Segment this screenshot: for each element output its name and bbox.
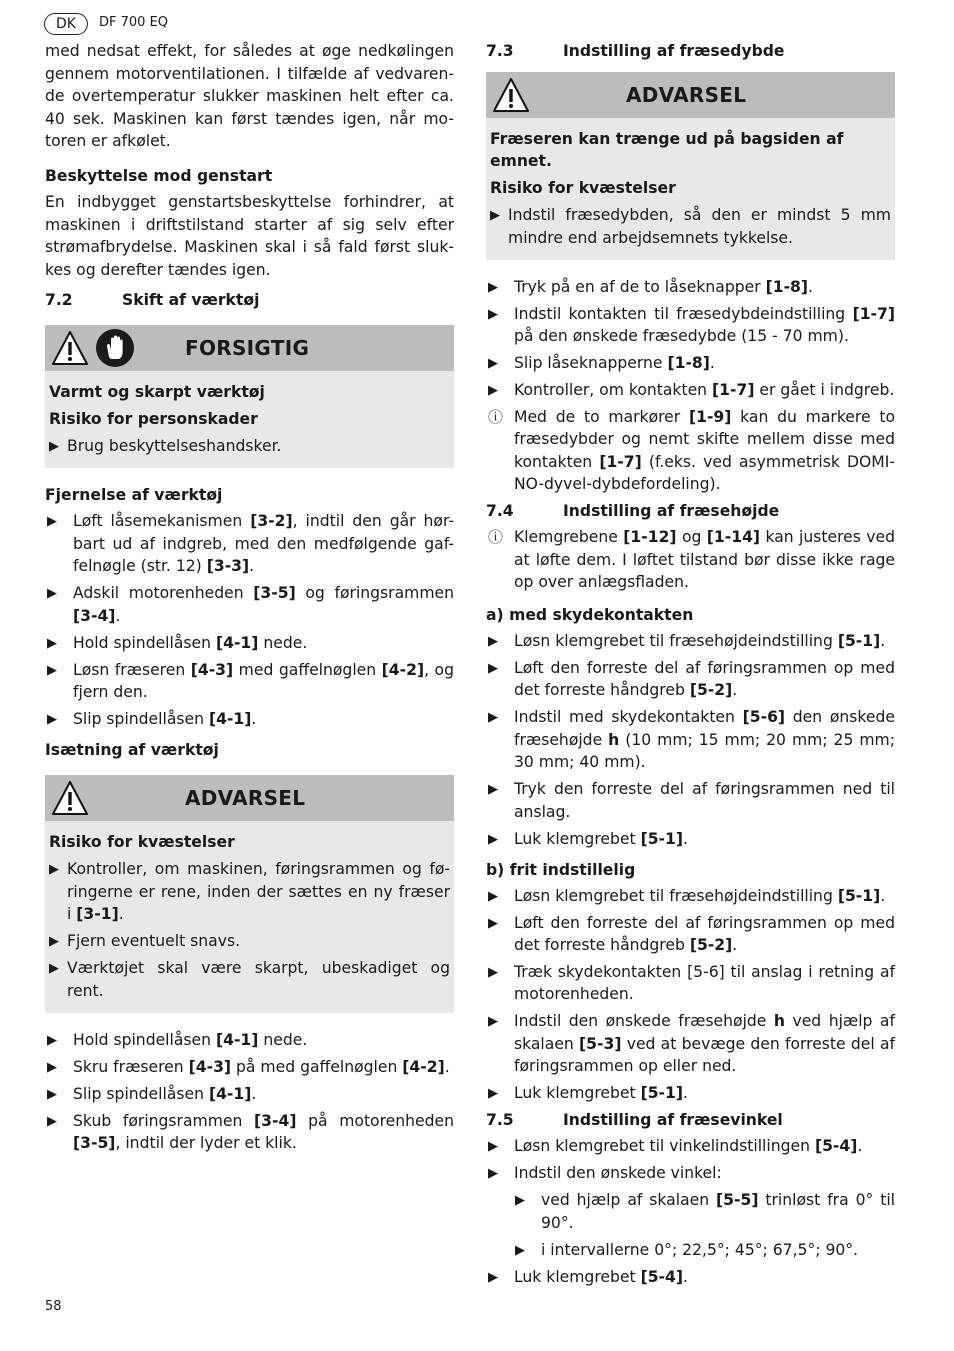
list-item xyxy=(486,657,895,702)
bullet-arrow-icon: ▶ xyxy=(515,1193,525,1209)
reference-label: [3-4] xyxy=(254,1111,297,1130)
list-item xyxy=(486,828,895,850)
warning-list xyxy=(490,204,891,249)
insert-list xyxy=(45,1029,454,1155)
item-text: Skub føringsrammen xyxy=(73,1111,255,1130)
bullet-arrow-icon: ▶ xyxy=(47,662,57,678)
item-text: og føringsrammen xyxy=(295,584,455,603)
list-item xyxy=(45,1083,454,1105)
reference-label: [5-2] xyxy=(689,936,733,955)
section-title: Indstilling af fræsedybde xyxy=(563,42,785,60)
reference-label: h xyxy=(608,730,620,749)
item-text: Tryk den forreste del af føringsrammen ned til anslag. xyxy=(514,780,895,821)
reference-label: [4-3] xyxy=(188,1057,232,1076)
warning-title: ADVARSEL xyxy=(626,83,747,107)
item-text: (f.eks. ved asymmetrisk DOMI-NO-dyvel-dybdefordeling). xyxy=(514,452,895,494)
bullet-arrow-icon: ▶ xyxy=(47,586,57,602)
info-icon: ⓘ xyxy=(488,528,504,547)
bullet-arrow-icon: ▶ xyxy=(49,934,59,950)
list-item xyxy=(486,352,895,374)
item-text: . xyxy=(709,353,715,372)
angle-last-list xyxy=(486,1266,895,1288)
reference-label: [4-1] xyxy=(208,709,252,728)
item-text: på motorenheden xyxy=(296,1111,454,1130)
item-text: nede. xyxy=(258,1030,308,1049)
item-text: den ønskede fræsehøjde xyxy=(514,708,895,749)
item-text: . xyxy=(251,709,257,728)
warning-box-right xyxy=(486,72,895,260)
gloves-icon xyxy=(95,328,135,372)
section-number: 7.2 xyxy=(45,291,73,310)
item-text: . xyxy=(249,557,255,576)
bullet-arrow-icon: ▶ xyxy=(47,1059,57,1075)
language-badge: DK xyxy=(44,13,88,35)
info-icon: ⓘ xyxy=(488,407,504,426)
removal-heading: Fjernelse af værktøj xyxy=(45,486,223,505)
warning-box-left xyxy=(45,775,454,1013)
item-text: Løft den forreste del af føringsrammen op med det forreste håndgreb xyxy=(514,659,895,700)
list-item xyxy=(486,1162,895,1184)
b-heading: b) frit indstillelig xyxy=(486,860,636,879)
item-text: Skru fræseren xyxy=(73,1057,189,1076)
bullet-arrow-icon: ▶ xyxy=(488,831,498,847)
warning-line-1: Risiko for kvæstelser xyxy=(49,832,235,851)
list-item xyxy=(486,1010,895,1077)
reference-label: [3-4] xyxy=(73,606,116,625)
bullet-arrow-icon: ▶ xyxy=(488,1269,498,1285)
warning-triangle-icon xyxy=(51,329,89,371)
section-7-5-heading xyxy=(486,1109,895,1131)
reference-label: [5-1] xyxy=(640,829,683,848)
reference-label: h xyxy=(773,1012,785,1031)
bullet-arrow-icon: ▶ xyxy=(488,1014,498,1030)
item-text: , og fjern den. xyxy=(73,660,454,701)
warning-line-1: Fræseren kan trænge ud på bagsiden af emnet. xyxy=(490,130,844,170)
section-7-3-heading xyxy=(486,40,895,62)
item-text: trinløst fra 0° til 90°. xyxy=(541,1191,896,1232)
bullet-arrow-icon: ▶ xyxy=(488,888,498,904)
bullet-arrow-icon: ▶ xyxy=(47,635,57,651)
bullet-arrow-icon: ▶ xyxy=(49,439,59,455)
bullet-arrow-icon: ▶ xyxy=(490,208,500,223)
reference-label: [1-12] xyxy=(623,528,677,547)
reference-label: [5-4] xyxy=(640,1267,683,1286)
list-item xyxy=(486,885,895,907)
list-item xyxy=(45,582,454,627)
bullet-arrow-icon: ▶ xyxy=(488,355,498,371)
list-item xyxy=(49,957,450,1002)
caution-line-1: Varmt og skarpt værktøj xyxy=(49,383,265,402)
item-text: Indstil fræsedybden, så den er mindst 5 mm mindre end arbejdsemnets tykkelse. xyxy=(508,206,891,247)
caution-list xyxy=(49,435,450,458)
list-item xyxy=(486,526,895,593)
item-text: kan du markere to fræsedybder og nemt skifte mellem disse med kontakten xyxy=(514,407,895,471)
insert-heading: Isætning af værktøj xyxy=(45,740,219,759)
angle-list xyxy=(486,1135,895,1184)
bullet-arrow-icon: ▶ xyxy=(47,711,57,727)
list-item xyxy=(45,632,454,654)
reference-label: [5-2] xyxy=(689,681,733,700)
item-text: ved hjælp af skalaen xyxy=(514,1012,895,1053)
reference-label: [1-8] xyxy=(667,353,710,372)
item-text: Med de to markører xyxy=(514,407,689,426)
warning-line-2: Risiko for kvæstelser xyxy=(490,179,676,197)
list-item xyxy=(486,778,895,823)
list-item xyxy=(49,858,450,926)
bullet-arrow-icon: ▶ xyxy=(488,1166,498,1182)
list-item xyxy=(486,1266,895,1288)
list-item xyxy=(45,1056,454,1078)
item-text: , indtil der lyder et klik. xyxy=(115,1134,297,1153)
item-text: på den ønskede fræsedybde (15 - 70 mm). xyxy=(514,326,849,345)
bullet-arrow-icon: ▶ xyxy=(49,961,59,977)
item-text: kan justeres ved at løfte dem. I løftet tilstand bør disse ikke rage op over anlægsfladen. xyxy=(514,528,895,592)
bullet-arrow-icon: ▶ xyxy=(515,1242,525,1258)
list-item xyxy=(486,912,895,957)
reference-label: [3-3] xyxy=(206,557,250,576)
item-text: ved at bevæge den forreste del af føringsrammen op eller ned. xyxy=(514,1034,895,1076)
caution-line-2: Risiko for personskader xyxy=(49,410,258,429)
list-item xyxy=(45,708,454,730)
section-7-4-heading xyxy=(486,500,895,522)
section-title: Indstilling af fræsehøjde xyxy=(563,502,780,521)
warning-triangle-icon xyxy=(51,779,89,821)
warning-triangle-icon xyxy=(492,76,530,118)
bullet-arrow-icon: ▶ xyxy=(488,279,498,295)
warning-list xyxy=(49,858,450,1002)
bullet-arrow-icon: ▶ xyxy=(47,1113,57,1129)
item-text: Løsn klemgrebet til vinkelindstillingen xyxy=(514,1137,815,1156)
item-text: Indstil den ønskede fræsehøjde xyxy=(514,1012,774,1031)
item-text: . xyxy=(683,1084,688,1103)
item-text: Luk klemgrebet xyxy=(514,829,641,848)
bullet-arrow-icon: ▶ xyxy=(47,1032,57,1048)
restart-paragraph: En indbygget genstartsbeskyttelse forhindrer, at maskinen i driftstilstand starter af sig selv efter strømafbrydelse. Maskinen skal i så fald først sluk-kes og derefter tændes igen. xyxy=(45,192,454,279)
list-item xyxy=(45,510,454,577)
item-text: Luk klemgrebet xyxy=(514,1084,641,1103)
reference-label: [4-1] xyxy=(215,633,259,652)
reference-label: [1-9] xyxy=(688,407,732,426)
bullet-arrow-icon: ▶ xyxy=(488,1086,498,1102)
item-text: Træk skydekontakten [5-6] til anslag i retning af motorenheden. xyxy=(514,963,895,1004)
item-text: (10 mm; 15 mm; 20 mm; 25 mm; 30 mm; 40 mm). xyxy=(514,730,895,772)
section-7-2-heading xyxy=(45,289,454,311)
caution-title: FORSIGTIG xyxy=(185,336,310,361)
item-text: ved hjælp af skalaen xyxy=(541,1191,717,1210)
angle-sub-list xyxy=(486,1189,895,1261)
section-number: 7.5 xyxy=(486,1111,514,1130)
page-number: 58 xyxy=(45,1299,62,1314)
list-item xyxy=(486,379,895,401)
b-list xyxy=(486,885,895,1105)
item-text: Indstil med skydekontakten xyxy=(514,708,743,727)
item-text: . xyxy=(251,1084,257,1103)
list-item xyxy=(486,630,895,652)
item-text: Kontroller, om maskinen, føringsrammen og fø-ringerne er rene, inden der sættes en ny fræser i xyxy=(67,859,450,924)
list-item xyxy=(490,204,891,249)
item-text: . xyxy=(444,1057,450,1076)
section-title: Skift af værktøj xyxy=(122,291,260,310)
reference-label: [4-1] xyxy=(208,1084,252,1103)
bullet-arrow-icon: ▶ xyxy=(488,965,498,981)
list-item xyxy=(49,435,450,458)
list-item xyxy=(45,1110,454,1155)
list-item xyxy=(486,406,895,496)
item-text: Adskil motorenheden xyxy=(73,584,254,603)
section-number: 7.4 xyxy=(486,502,514,521)
item-text: . xyxy=(880,632,886,651)
item-text: Slip spindellåsen xyxy=(73,709,209,728)
list-item xyxy=(486,1135,895,1157)
intro-paragraph: med nedsat effekt, for således at øge nedkølingen gennem motorventilationen. I tilfælde af vedvaren-de overtemperatur slukker maskinen helt efter ca. 40 sek. Maskinen kan først tændes igen, når mo-toren er afkølet. xyxy=(45,42,454,151)
reference-label: [1-7] xyxy=(712,380,755,399)
a-list xyxy=(486,630,895,850)
list-item xyxy=(513,1239,895,1261)
item-text: . xyxy=(118,905,124,924)
restart-heading: Beskyttelse mod genstart xyxy=(45,166,273,185)
reference-label: [5-6] xyxy=(742,708,786,727)
warning-bar xyxy=(45,775,454,821)
item-text: i intervallerne 0°; 22,5°; 45°; 67,5°; 90°. xyxy=(541,1240,859,1259)
item-text: Løft låsemekanismen xyxy=(73,512,251,531)
reference-label: [3-5] xyxy=(73,1134,116,1153)
item-text: Kontroller, om kontakten xyxy=(514,380,713,399)
item-text: Klemgrebene xyxy=(514,528,624,547)
bullet-arrow-icon: ▶ xyxy=(488,710,498,726)
reference-label: [5-1] xyxy=(640,1084,683,1103)
a-heading: a) med skydekontakten xyxy=(486,606,694,625)
reference-label: [3-2] xyxy=(250,512,293,531)
left-column xyxy=(45,40,454,1159)
bullet-arrow-icon: ▶ xyxy=(47,1086,57,1102)
item-text: nede. xyxy=(258,633,308,652)
item-text: . xyxy=(732,681,738,700)
height-info xyxy=(486,526,895,593)
bullet-arrow-icon: ▶ xyxy=(488,915,498,931)
reference-label: [5-3] xyxy=(579,1034,622,1053)
item-text: , indtil den går hør-bart ud af indgreb, med den medfølgende gaf-felnøgle (str. 12) xyxy=(73,512,454,576)
item-text: Løsn klemgrebet til fræsehøjdeindstilling xyxy=(514,886,838,905)
item-text: Luk klemgrebet xyxy=(514,1267,641,1286)
list-item xyxy=(49,930,450,953)
bullet-arrow-icon: ▶ xyxy=(488,782,498,798)
depth-list xyxy=(486,276,895,496)
list-item xyxy=(486,303,895,348)
right-column xyxy=(486,40,895,1293)
item-text: Brug beskyttelseshandsker. xyxy=(67,437,282,456)
reference-label: [1-7] xyxy=(599,452,642,471)
bullet-arrow-icon: ▶ xyxy=(47,514,57,530)
bullet-arrow-icon: ▶ xyxy=(488,382,498,398)
bullet-arrow-icon: ▶ xyxy=(488,634,498,650)
reference-label: [4-3] xyxy=(190,660,234,679)
item-text: Løsn fræseren xyxy=(73,660,191,679)
item-text: Slip låseknapperne xyxy=(514,353,668,372)
item-text: på med gaffelnøglen xyxy=(231,1057,403,1076)
warning-bar xyxy=(486,72,895,118)
reference-label: [4-2] xyxy=(402,1057,445,1076)
item-text: . xyxy=(857,1137,863,1156)
item-text: . xyxy=(683,1267,688,1286)
list-item xyxy=(486,276,895,298)
item-text: Hold spindellåsen xyxy=(73,1030,216,1049)
item-text: med gaffelnøglen xyxy=(233,660,382,679)
item-text: Løft den forreste del af føringsrammen op med det forreste håndgreb xyxy=(514,913,895,955)
bullet-arrow-icon: ▶ xyxy=(488,1139,498,1155)
item-text: Fjern eventuelt snavs. xyxy=(67,932,241,951)
reference-label: [5-5] xyxy=(716,1191,759,1210)
reference-label: [1-8] xyxy=(765,277,809,296)
caution-bar xyxy=(45,325,454,371)
list-item xyxy=(45,1029,454,1051)
reference-label: [5-1] xyxy=(837,632,881,651)
reference-label: [4-1] xyxy=(215,1030,259,1049)
model-name: DF 700 EQ xyxy=(99,15,169,30)
list-item xyxy=(486,961,895,1006)
item-text: er gået i indgreb. xyxy=(754,380,895,399)
bullet-arrow-icon: ▶ xyxy=(49,861,59,877)
list-item xyxy=(513,1189,895,1234)
reference-label: [3-1] xyxy=(76,905,119,924)
reference-label: [5-1] xyxy=(837,886,881,905)
warning-title: ADVARSEL xyxy=(185,785,306,810)
item-text: Tryk på en af de to låseknapper xyxy=(514,277,766,296)
item-text: . xyxy=(115,606,121,625)
reference-label: [1-7] xyxy=(852,304,895,323)
item-text: Indstil den ønskede vinkel: xyxy=(514,1164,722,1183)
item-text: . xyxy=(732,936,738,955)
item-text: Indstil kontakten til fræsedybdeindstilling xyxy=(514,304,853,323)
section-title: Indstilling af fræsevinkel xyxy=(563,1111,783,1130)
reference-label: [5-4] xyxy=(814,1137,858,1156)
item-text: Hold spindellåsen xyxy=(73,633,216,652)
item-text: og xyxy=(676,528,707,547)
removal-list xyxy=(45,510,454,730)
reference-label: [1-14] xyxy=(706,528,761,547)
item-text: . xyxy=(880,886,886,905)
section-number: 7.3 xyxy=(486,42,514,60)
bullet-arrow-icon: ▶ xyxy=(488,306,498,322)
reference-label: [3-5] xyxy=(253,584,296,603)
reference-label: [4-2] xyxy=(381,660,425,679)
caution-box xyxy=(45,325,454,468)
item-text: . xyxy=(683,829,688,848)
list-item xyxy=(486,1082,895,1104)
item-text: Løsn klemgrebet til fræsehøjdeindstilling xyxy=(514,632,838,651)
item-text: . xyxy=(808,277,814,296)
item-text: Værktøjet skal være skarpt, ubeskadiget og rent. xyxy=(67,959,450,1000)
list-item xyxy=(486,706,895,773)
item-text: Slip spindellåsen xyxy=(73,1084,209,1103)
list-item xyxy=(45,659,454,704)
bullet-arrow-icon: ▶ xyxy=(488,661,498,677)
